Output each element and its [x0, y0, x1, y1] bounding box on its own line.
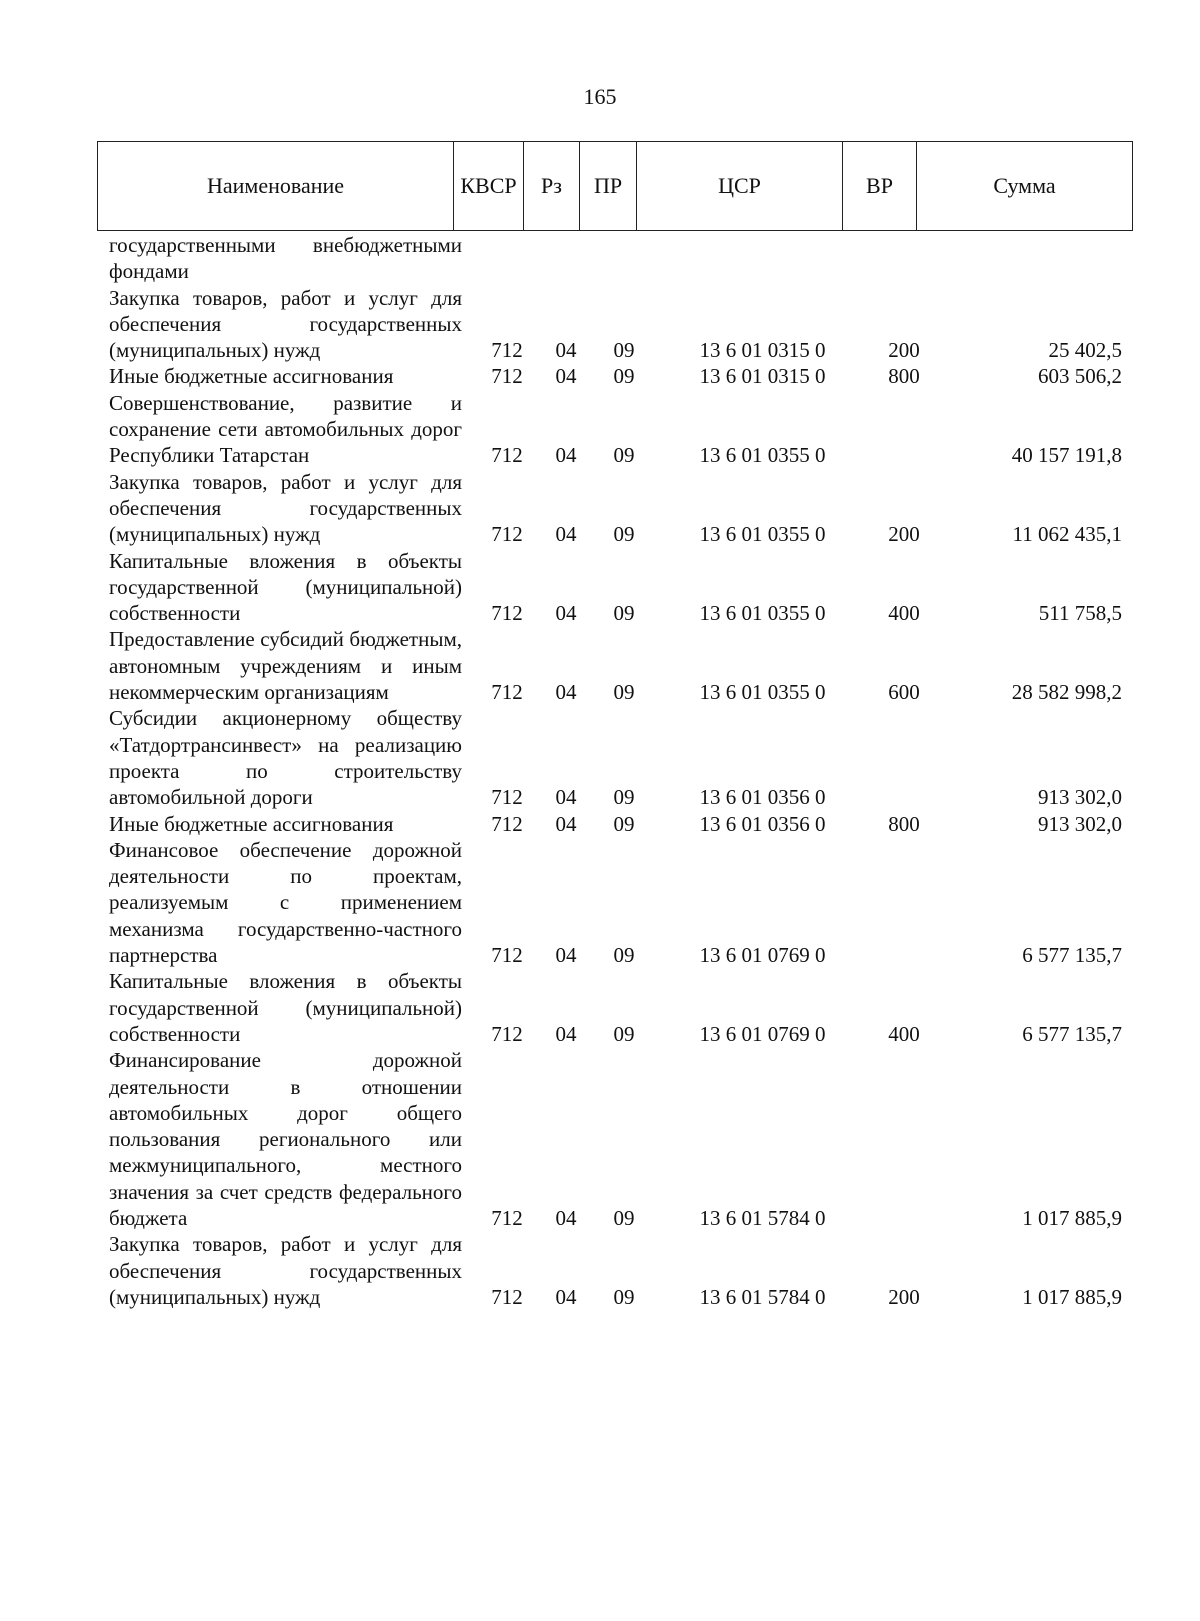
header-name: Наименование [206, 173, 345, 198]
row-pr: 09 [613, 811, 635, 836]
header-kvsr: КВСР [460, 173, 517, 198]
row-rz: 04 [555, 811, 577, 836]
table-row [0, 469, 1200, 548]
row-name: Закупка товаров, работ и услуг для обеспечения государственных (муниципальных) нужд [109, 1232, 462, 1309]
row-csr: 13 6 01 5784 0 [699, 1284, 826, 1309]
row-sum: 1 017 885,9 [1022, 1284, 1122, 1309]
row-kvsr: 712 [491, 1021, 523, 1046]
row-name: государственными внебюджетными фондами [109, 233, 462, 284]
table-row [0, 285, 1200, 364]
row-rz: 04 [555, 338, 577, 363]
table-body [0, 232, 1200, 1310]
row-sum: 913 302,0 [1038, 785, 1122, 810]
row-csr: 13 6 01 5784 0 [699, 1205, 826, 1230]
table-row [0, 1231, 1200, 1310]
row-name: Совершенствование, развитие и сохранение сети автомобильных дорог Республики Татарстан [109, 390, 462, 468]
row-pr: 09 [613, 785, 635, 810]
row-sum: 511 758,5 [1038, 601, 1122, 626]
row-csr: 13 6 01 0769 0 [699, 1021, 826, 1046]
row-kvsr: 712 [491, 1205, 523, 1230]
row-name: Иные бюджетные ассигнования [109, 811, 394, 836]
row-vr: 400 [888, 1021, 920, 1046]
table-row [0, 837, 1200, 968]
row-vr: 800 [888, 811, 920, 836]
row-kvsr: 712 [491, 680, 523, 705]
row-rz: 04 [555, 1205, 577, 1230]
row-pr: 09 [613, 680, 635, 705]
row-pr: 09 [613, 443, 635, 468]
row-vr: 400 [888, 601, 920, 626]
row-kvsr: 712 [491, 601, 523, 626]
row-name: Финансирование дорожной деятельности в отношении автомобильных дорог общего пользования регионального или межмуниципального, местного значения за счет средств федерального бюджета [109, 1048, 462, 1230]
row-sum: 25 402,5 [1048, 338, 1122, 363]
table-row [0, 968, 1200, 1047]
row-kvsr: 712 [491, 364, 523, 389]
row-name: Иные бюджетные ассигнования [109, 364, 394, 389]
row-csr: 13 6 01 0315 0 [699, 338, 826, 363]
row-pr: 09 [613, 1284, 635, 1309]
row-kvsr: 712 [491, 338, 523, 363]
row-pr: 09 [613, 1021, 635, 1046]
row-sum: 603 506,2 [1038, 364, 1122, 389]
row-vr: 600 [888, 680, 920, 705]
row-rz: 04 [555, 443, 577, 468]
row-csr: 13 6 01 0355 0 [699, 601, 826, 626]
row-pr: 09 [613, 601, 635, 626]
row-pr: 09 [613, 1205, 635, 1230]
row-vr: 200 [888, 1284, 920, 1309]
table-row [0, 232, 1200, 285]
row-csr: 13 6 01 0769 0 [699, 943, 826, 968]
row-name: Капитальные вложения в объекты государственной (муниципальной) собственности [109, 969, 462, 1046]
header-vr: ВР [866, 173, 893, 198]
table-row [0, 548, 1200, 627]
table-row [0, 1047, 1200, 1231]
row-name: Предоставление субсидий бюджетным, автономным учреждениям и иным некоммерческим организациям [109, 627, 462, 705]
row-rz: 04 [555, 1021, 577, 1046]
row-rz: 04 [555, 1284, 577, 1309]
header-csr: ЦСР [718, 173, 761, 198]
row-rz: 04 [555, 680, 577, 705]
row-csr: 13 6 01 0355 0 [699, 680, 826, 705]
table-row [0, 811, 1200, 837]
row-pr: 09 [613, 522, 635, 547]
row-csr: 13 6 01 0356 0 [699, 811, 826, 836]
row-kvsr: 712 [491, 522, 523, 547]
row-vr: 200 [888, 522, 920, 547]
row-kvsr: 712 [491, 1284, 523, 1309]
row-csr: 13 6 01 0355 0 [699, 522, 826, 547]
row-vr: 800 [888, 364, 920, 389]
row-pr: 09 [613, 364, 635, 389]
row-sum: 1 017 885,9 [1022, 1205, 1122, 1230]
row-vr: 200 [888, 338, 920, 363]
table-header [97, 141, 1133, 231]
row-csr: 13 6 01 0315 0 [699, 364, 826, 389]
row-kvsr: 712 [491, 943, 523, 968]
row-kvsr: 712 [491, 443, 523, 468]
row-rz: 04 [555, 364, 577, 389]
row-csr: 13 6 01 0355 0 [699, 443, 826, 468]
table-row [0, 363, 1200, 389]
row-name: Финансовое обеспечение дорожной деятельности по проектам, реализуемым с применением механизма государственно-частного партнерства [109, 837, 462, 968]
page-number: 165 [583, 84, 617, 109]
row-rz: 04 [555, 522, 577, 547]
row-kvsr: 712 [491, 785, 523, 810]
header-rz: Рз [541, 173, 562, 198]
row-name: Капитальные вложения в объекты государственной (муниципальной) собственности [109, 548, 462, 626]
row-sum: 6 577 135,7 [1022, 1021, 1122, 1046]
table-row [0, 705, 1200, 810]
table-row [0, 626, 1200, 705]
row-kvsr: 712 [491, 811, 523, 836]
row-rz: 04 [555, 943, 577, 968]
row-pr: 09 [613, 338, 635, 363]
row-rz: 04 [555, 601, 577, 626]
row-sum: 11 062 435,1 [1012, 522, 1122, 547]
row-sum: 40 157 191,8 [1011, 443, 1122, 468]
row-pr: 09 [613, 943, 635, 968]
table-row [0, 390, 1200, 469]
row-rz: 04 [555, 785, 577, 810]
row-name: Субсидии акционерному обществу «Татдортрансинвест» на реализацию проекта по строительству автомобильной дороги [109, 706, 462, 810]
header-sum: Сумма [993, 173, 1056, 198]
row-sum: 6 577 135,7 [1022, 943, 1122, 968]
row-sum: 28 582 998,2 [1011, 680, 1122, 705]
row-sum: 913 302,0 [1038, 811, 1122, 836]
header-pr: ПР [593, 173, 623, 198]
row-name: Закупка товаров, работ и услуг для обеспечения государственных (муниципальных) нужд [109, 469, 462, 547]
row-csr: 13 6 01 0356 0 [699, 785, 826, 810]
row-name: Закупка товаров, работ и услуг для обеспечения государственных (муниципальных) нужд [109, 285, 462, 363]
